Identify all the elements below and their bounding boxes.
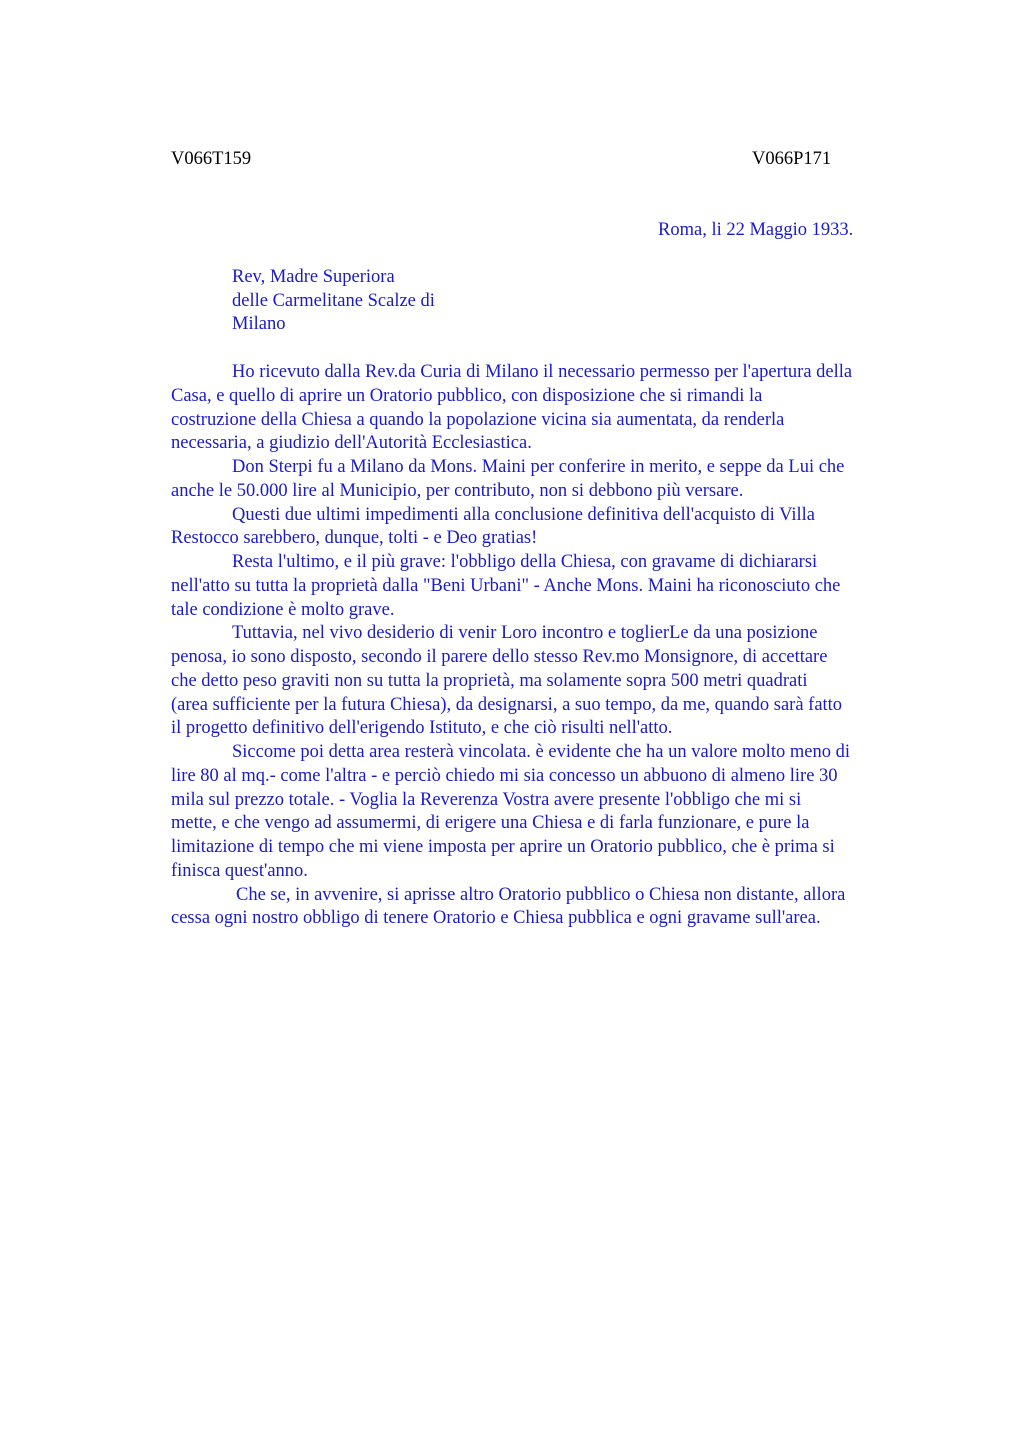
body-line: Ho ricevuto dalla Rev.da Curia di Milano il necessario permesso per l'apertura della xyxy=(232,362,853,382)
body-line: (area sufficiente per la futura Chiesa), da designarsi, a suo tempo, da me, quando sarà fatto xyxy=(171,694,843,715)
body-line: Siccome poi detta area resterà vincolata. è evidente che ha un valore molto meno di xyxy=(232,742,850,762)
recipient-line: Milano xyxy=(232,314,286,335)
body-line: cessa ogni nostro obbligo di tenere Oratorio e Chiesa pubblica e ogni gravame sull'area. xyxy=(171,908,821,929)
body-line: il progetto definitivo dell'erigendo Istituto, e che ciò risulti nell'atto. xyxy=(171,718,673,739)
body-line: nell'atto su tutta la proprietà dalla "Beni Urbani" - Anche Mons. Maini ha riconosciuto che xyxy=(171,575,841,596)
archive-ref-right: V066P171 xyxy=(752,149,832,169)
body-line: necessaria, a giudizio dell'Autorità Ecclesiastica. xyxy=(171,433,532,454)
body-line: Restocco sarebbero, dunque, tolti - e Deo gratias! xyxy=(171,528,538,549)
body-line: finisca quest'anno. xyxy=(171,860,308,881)
body-line: che detto peso graviti non su tutta la proprietà, ma solamente sopra 500 metri quadrati xyxy=(171,670,808,691)
archive-ref-left: V066T159 xyxy=(171,149,252,169)
recipient-line: delle Carmelitane Scalze di xyxy=(232,290,435,311)
body-line: mila sul prezzo totale. - Voglia la Reverenza Vostra avere presente l'obbligo che mi si xyxy=(171,789,802,810)
letter-dateline: Roma, li 22 Maggio 1933. xyxy=(658,220,854,240)
body-line: tale condizione è molto grave. xyxy=(171,599,395,620)
body-line: penosa, io sono disposto, secondo il parere dello stesso Rev.mo Monsignore, di accettare xyxy=(171,647,828,667)
letter-recipient xyxy=(232,266,435,337)
body-line: Resta l'ultimo, e il più grave: l'obbligo della Chiesa, con gravame di dichiararsi xyxy=(232,552,818,572)
body-line: Tuttavia, nel vivo desiderio di venir Loro incontro e toglierLe da una posizione xyxy=(232,623,818,644)
body-line: Che se, in avvenire, si aprisse altro Oratorio pubblico o Chiesa non distante, allora xyxy=(236,884,846,905)
body-line: anche le 50.000 lire al Municipio, per contributo, non si debbono più versare. xyxy=(171,480,744,501)
letter-body xyxy=(171,361,931,931)
body-line: Questi due ultimi impedimenti alla conclusione definitiva dell'acquisto di Villa xyxy=(232,504,815,525)
body-line: Don Sterpi fu a Milano da Mons. Maini per conferire in merito, e seppe da Lui che xyxy=(232,457,845,477)
body-line: lire 80 al mq.- come l'altra - e perciò chiedo mi sia concesso un abbuono di almeno lire 30 xyxy=(171,765,838,786)
body-line: costruzione della Chiesa a quando la popolazione vicina sia aumentata, da renderla xyxy=(171,409,785,430)
body-line: mette, e che vengo ad assumermi, di erigere una Chiesa e di farla funzionare, e pure la xyxy=(171,813,810,834)
recipient-line: Rev, Madre Superiora xyxy=(232,267,395,287)
body-line: limitazione di tempo che mi viene imposta per aprire un Oratorio pubblico, che è prima si xyxy=(171,837,835,857)
body-line: Casa, e quello di aprire un Oratorio pubblico, con disposizione che si rimandi la xyxy=(171,385,763,406)
